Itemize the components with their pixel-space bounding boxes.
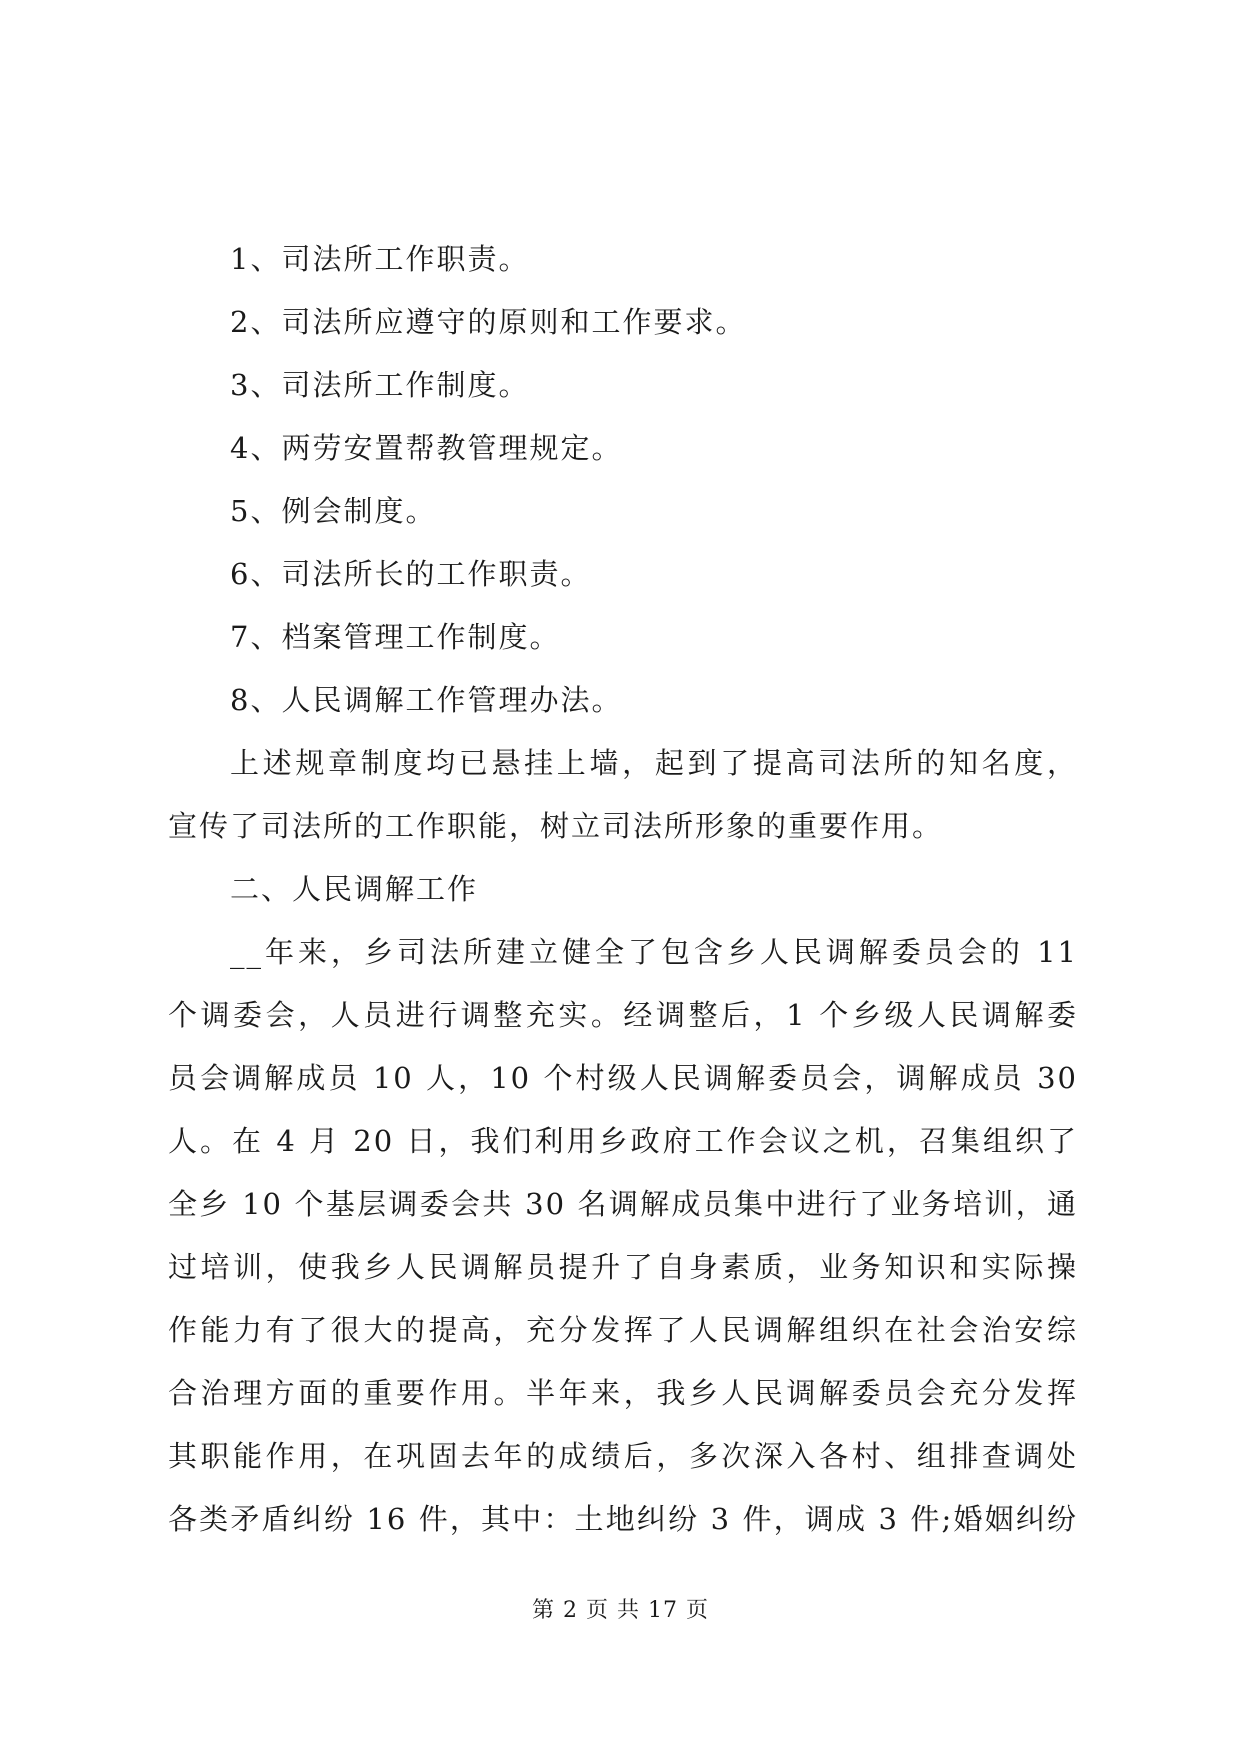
paragraph-line: 上述规章制度均已悬挂上墙，起到了提高司法所的知名度， (230, 746, 1078, 780)
list-item: 4、两劳安置帮教管理规定。 (230, 431, 623, 465)
section-heading: 二、人民调解工作 (230, 872, 479, 906)
paragraph-line: 全乡 10 个基层调委会共 30 名调解成员集中进行了业务培训，通 (168, 1187, 1078, 1221)
list-item: 6、司法所长的工作职责。 (230, 557, 592, 591)
paragraph-line: 宣传了司法所的工作职能，树立司法所形象的重要作用。 (168, 809, 944, 843)
paragraph-line: 人。在 4 月 20 日，我们利用乡政府工作会议之机，召集组织了 (168, 1124, 1078, 1158)
paragraph-line: 个调委会，人员进行调整充实。经调整后，1 个乡级人民调解委 (168, 998, 1078, 1032)
list-item: 1、司法所工作职责。 (230, 242, 530, 276)
paragraph-line: 合治理方面的重要作用。半年来，我乡人民调解委员会充分发挥 (168, 1376, 1078, 1410)
paragraph-line: 作能力有了很大的提高，充分发挥了人民调解组织在社会治安综 (168, 1313, 1078, 1347)
list-item: 5、例会制度。 (230, 494, 437, 528)
paragraph-line: 过培训，使我乡人民调解员提升了自身素质，业务知识和实际操 (168, 1250, 1078, 1284)
list-item: 2、司法所应遵守的原则和工作要求。 (230, 305, 747, 339)
list-item: 7、档案管理工作制度。 (230, 620, 561, 654)
paragraph-line: 各类矛盾纠纷 16 件，其中：土地纠纷 3 件，调成 3 件;婚姻纠纷 (168, 1502, 1078, 1536)
paragraph-line: __年来，乡司法所建立健全了包含乡人民调解委员会的 11 (230, 935, 1078, 969)
paragraph-line: 员会调解成员 10 人，10 个村级人民调解委员会，调解成员 30 (168, 1061, 1078, 1095)
page-footer: 第 2 页 共 17 页 (532, 1598, 709, 1623)
document-body (168, 228, 1078, 1551)
list-item: 8、人民调解工作管理办法。 (230, 683, 623, 717)
list-item: 3、司法所工作制度。 (230, 368, 530, 402)
paragraph-line: 其职能作用，在巩固去年的成绩后，多次深入各村、组排查调处 (168, 1439, 1078, 1473)
